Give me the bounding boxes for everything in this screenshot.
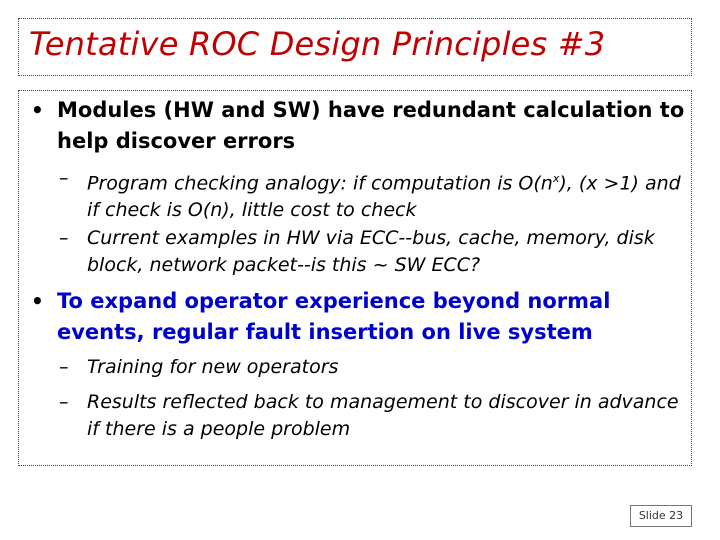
sub-bullet-text: Results reflected back to management to discover in advance if there is a people problem — [87, 391, 679, 440]
sub-bullet-text: Current examples in HW via ECC--bus, cache, memory, disk block, network packet--is this ~ SW ECC? — [87, 227, 655, 276]
sub-bullet-item — [59, 225, 685, 279]
bullet-item — [27, 95, 685, 157]
bullet-text: Modules (HW and SW) have redundant calculation to help discover errors — [57, 98, 685, 153]
sub-bullet-text: Program checking analogy: if computation is $O(n^x)$, (x >1) and if check is O(n), little cost to check — [87, 172, 681, 222]
sub-bullet-item — [59, 389, 685, 443]
bullet-icon: • — [31, 98, 44, 122]
dash-icon: – — [59, 391, 69, 413]
sub-bullet-text: Training for new operators — [87, 356, 339, 378]
title-frame — [18, 18, 692, 76]
content-frame — [18, 90, 692, 466]
slide-title: Tentative ROC Design Principles #3 — [29, 25, 606, 63]
bullet-item — [27, 286, 685, 348]
dash-icon: – — [59, 227, 69, 249]
dash-icon: – — [59, 356, 69, 378]
dash-icon: – — [59, 167, 69, 189]
slide-number: Slide 23 — [630, 505, 692, 527]
sub-bullet-item — [59, 165, 685, 224]
bullet-text: To expand operator experience beyond normal events, regular fault insertion on live system — [57, 289, 611, 344]
bullet-icon: • — [31, 289, 44, 313]
sub-bullet-item — [59, 354, 685, 381]
